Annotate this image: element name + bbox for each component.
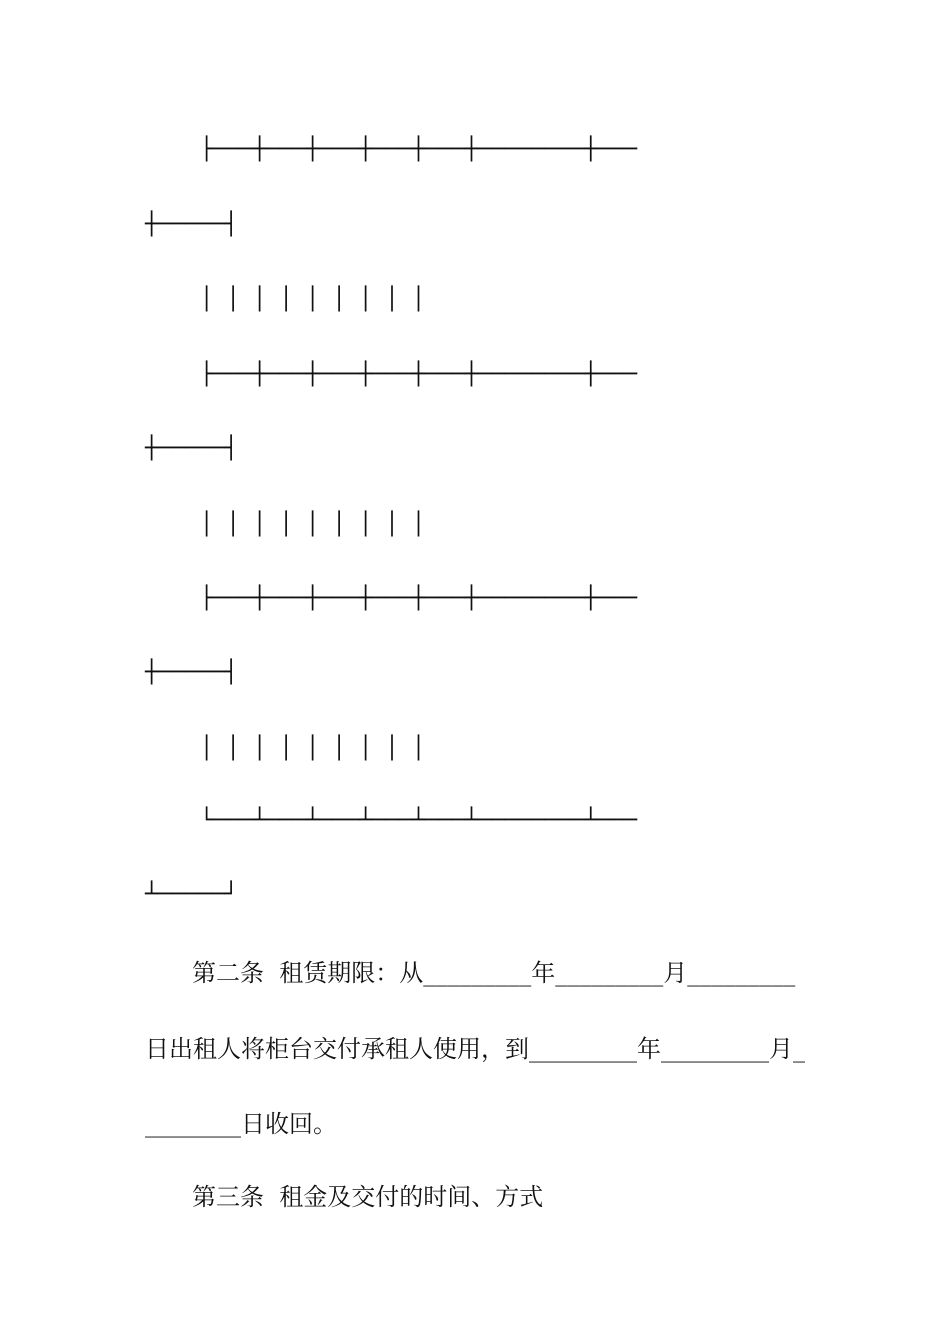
table-row-cells: │ │ │ │ │ │ │ │ │ (200, 512, 426, 537)
table-rule-top: ├───┼───┼───┼───┼───┼────────┼─── (200, 137, 638, 162)
table-rule-bottom: └───┴───┴───┴───┴───┴────────┴─── (200, 808, 638, 833)
article-2-line-2: 日出租人将柜台交付承租人使用，到_________年_________月_ (145, 1035, 805, 1063)
table-rule-middle: ├───┼───┼───┼───┼───┼────────┼─── (200, 362, 638, 387)
article-2-line-1: 第二条 租赁期限：从_________年_________月_________ (192, 959, 796, 987)
article-3-heading: 第三条 租金及交付的时间、方式 (192, 1183, 544, 1211)
article-2-line-3: ________日收回。 (145, 1110, 337, 1138)
table-rule-middle: ├───┼───┼───┼───┼───┼────────┼─── (200, 586, 638, 611)
table-row-cells: │ │ │ │ │ │ │ │ │ (200, 736, 426, 761)
table-rule-continuation: ┼─────┤ (145, 660, 238, 685)
table-rule-continuation: ┴─────┘ (145, 882, 238, 907)
table-rule-continuation: ┼─────┤ (145, 436, 238, 461)
table-rule-continuation: ┼─────┤ (145, 212, 238, 237)
table-row-cells: │ │ │ │ │ │ │ │ │ (200, 287, 426, 312)
